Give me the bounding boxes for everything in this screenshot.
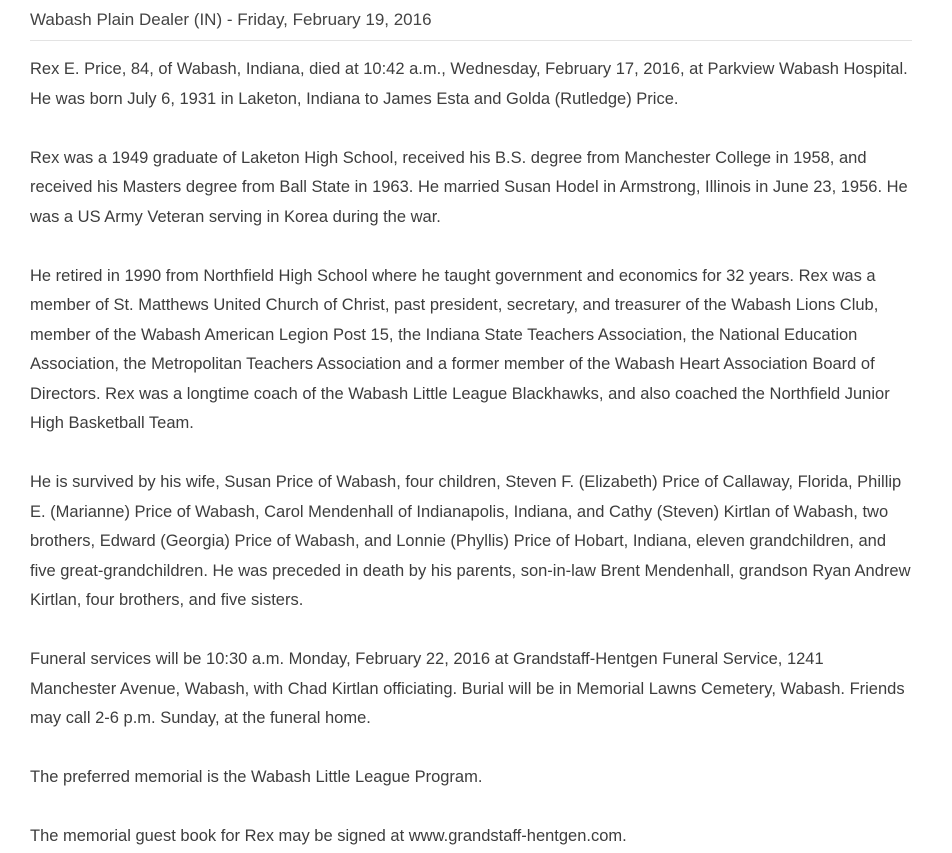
paragraph-survivors: He is survived by his wife, Susan Price of Wabash, four children, Steven F. (Elizabeth) Price of Callaway, Florida, Phillip E. (Marianne) Price of Wabash, Carol Mendenhall of Indianapolis, Indiana, and Cathy (Steven) Kirtlan of Wabash, two brothers, Edward (Georgia) Price of Wabash, and Lonnie (Phyllis) Price of Hobart, Indiana, eleven grandchildren, and five great-grandchildren. He was preceded in death by his parents, son-in-law Brent Mendenhall, grandson Ryan Andrew Kirtlan, four brothers, and five sisters. <box>30 473 911 609</box>
source-header: Wabash Plain Dealer (IN) - Friday, February 19, 2016 <box>30 0 912 41</box>
obituary-article <box>30 0 912 852</box>
paragraph-guest-book: The memorial guest book for Rex may be signed at www.grandstaff-hentgen.com. <box>30 827 627 845</box>
paragraph-career-memberships: He retired in 1990 from Northfield High School where he taught government and economics for 32 years. Rex was a member of St. Matthews United Church of Christ, past president, secretary, and treasurer of the Wabash Lions Club, member of the Wabash American Legion Post 15, the Indiana State Teachers Association, the National Education Association, the Metropolitan Teachers Association and a former member of the Wabash Heart Association Board of Directors. Rex was a longtime coach of the Wabash Little League Blackhawks, and also coached the Northfield Junior High Basketball Team. <box>30 266 890 432</box>
paragraph-preferred-memorial: The preferred memorial is the Wabash Little League Program. <box>30 768 483 786</box>
paragraph-funeral-services: Funeral services will be 10:30 a.m. Monday, February 22, 2016 at Grandstaff-Hentgen Funeral Service, 1241 Manchester Avenue, Wabash, with Chad Kirtlan officiating. Burial will be in Memorial Lawns Cemetery, Wabash. Friends may call 2-6 p.m. Sunday, at the funeral home. <box>30 650 905 727</box>
paragraph-death-birth: Rex E. Price, 84, of Wabash, Indiana, died at 10:42 a.m., Wednesday, February 17, 2016, at Parkview Wabash Hospital. He was born July 6, 1931 in Laketon, Indiana to James Esta and Golda (Rutledge) Price. <box>30 60 908 108</box>
paragraph-education-marriage: Rex was a 1949 graduate of Laketon High School, received his B.S. degree from Manchester College in 1958, and received his Masters degree from Ball State in 1963. He married Susan Hodel in Armstrong, Illinois in June 23, 1956. He was a US Army Veteran serving in Korea during the war. <box>30 148 908 226</box>
